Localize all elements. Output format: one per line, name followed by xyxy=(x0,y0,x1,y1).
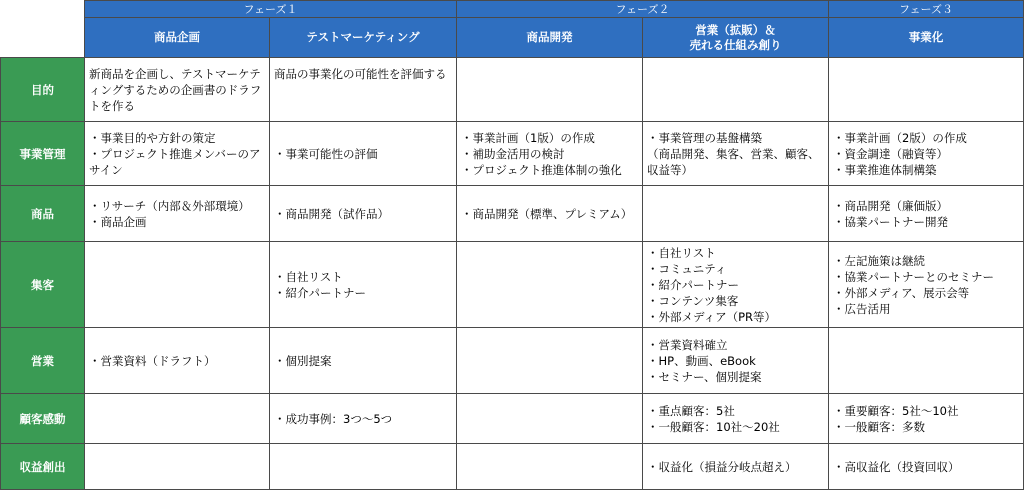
cell-list xyxy=(647,130,824,178)
cell-line: ・一般顧客：10社～20社 xyxy=(647,419,780,434)
cell-line: ・一般顧客：多数 xyxy=(833,419,925,434)
row-header: 営業 xyxy=(0,328,85,394)
table-cell xyxy=(270,242,457,328)
table-cell xyxy=(643,328,829,394)
cell-list xyxy=(89,66,265,114)
row-header: 収益創出 xyxy=(0,444,85,490)
corner-blank xyxy=(0,0,85,58)
cell-line: ・商品開発（試作品） xyxy=(274,206,389,221)
cell-line: ・外部メディア（PR等） xyxy=(647,309,777,324)
cell-line: ・プロジェクト推進メンバーのアサイン xyxy=(89,146,261,177)
cell-list xyxy=(833,403,958,435)
cell-line: ・商品企画 xyxy=(89,214,147,229)
column-header: 事業化 xyxy=(829,18,1024,58)
cell-line: ・紹介パートナー xyxy=(274,285,366,300)
cell-line: ・高収益化（投資回収） xyxy=(833,459,960,474)
cell-line: ・コミュニティ xyxy=(647,261,727,276)
cell-list xyxy=(89,130,265,178)
cell-line: ・協業パートナー開発 xyxy=(833,214,948,229)
cell-line: （商品開発、集客、営業、顧客、収益等） xyxy=(647,146,820,177)
cell-list xyxy=(89,353,216,369)
cell-line: ・協業パートナーとのセミナー xyxy=(833,269,994,284)
cell-line: ・コンテンツ集客 xyxy=(647,293,739,308)
table-cell xyxy=(457,122,643,186)
cell-line: ・HP、動画、eBook xyxy=(647,353,756,368)
cell-line: ・セミナー、個別提案 xyxy=(647,369,762,384)
cell-list xyxy=(833,459,960,475)
cell-line: ・重点顧客：5社 xyxy=(647,403,735,418)
table-cell xyxy=(643,444,829,490)
table-cell xyxy=(643,122,829,186)
table-cell xyxy=(829,394,1024,444)
cell-line: ・リサーチ（内部＆外部環境） xyxy=(89,198,250,213)
column-header: 商品企画 xyxy=(85,18,270,58)
cell-line: ・自社リスト xyxy=(647,245,716,260)
cell-line: ・事業推進体制構築 xyxy=(833,162,937,177)
table-cell xyxy=(457,328,643,394)
cell-list xyxy=(274,269,366,301)
column-header: 商品開発 xyxy=(457,18,643,58)
cell-list xyxy=(274,206,389,222)
cell-list xyxy=(833,253,994,317)
cell-line: ・商品開発（廉価版） xyxy=(833,198,948,213)
cell-line: ・成功事例：3つ～5つ xyxy=(274,411,393,426)
table-cell xyxy=(829,122,1024,186)
cell-line: 新商品を企画し、テストマーケティングするための企画書のドラフトを作る xyxy=(89,67,262,113)
table-cell xyxy=(270,122,457,186)
table-cell xyxy=(85,122,270,186)
cell-line: ・事業計画（1版）の作成 xyxy=(461,130,595,145)
table-cell xyxy=(85,186,270,242)
cell-list xyxy=(274,411,392,427)
table-cell xyxy=(85,444,270,490)
table-cell xyxy=(829,444,1024,490)
table-cell xyxy=(457,58,643,122)
column-header: テストマーケティング xyxy=(270,18,457,58)
row-header: 商品 xyxy=(0,186,85,242)
table-cell xyxy=(85,242,270,328)
cell-line: ・事業管理の基盤構築 xyxy=(647,130,762,145)
cell-line: 商品の事業化の可能性を評価する xyxy=(274,67,447,81)
row-header: 集客 xyxy=(0,242,85,328)
cell-line: ・資金調達（融資等） xyxy=(833,146,948,161)
cell-line: ・個別提案 xyxy=(274,353,332,368)
cell-list xyxy=(647,459,797,475)
table-cell xyxy=(85,328,270,394)
table-cell xyxy=(643,242,829,328)
table-cell xyxy=(643,186,829,242)
cell-line: ・プロジェクト推進体制の強化 xyxy=(461,162,622,177)
cell-line: ・収益化（損益分岐点超え） xyxy=(647,459,797,474)
cell-list xyxy=(647,245,776,325)
cell-list xyxy=(833,130,967,178)
cell-list xyxy=(647,337,762,385)
cell-line: ・広告活用 xyxy=(833,301,891,316)
table-cell xyxy=(829,242,1024,328)
cell-line: ・重要顧客：5社～10社 xyxy=(833,403,959,418)
table-cell xyxy=(270,444,457,490)
cell-line: ・営業資料確立 xyxy=(647,337,728,352)
column-header: 営業（拡販）＆ 売れる仕組み創り xyxy=(643,18,829,58)
table-cell xyxy=(85,58,270,122)
cell-line: ・補助金活用の検討 xyxy=(461,146,565,161)
cell-list xyxy=(89,198,250,230)
phase-header: フェーズ２ xyxy=(457,0,829,18)
row-header: 事業管理 xyxy=(0,122,85,186)
table-cell xyxy=(270,394,457,444)
cell-list xyxy=(833,198,948,230)
table-cell xyxy=(829,186,1024,242)
table-cell xyxy=(457,394,643,444)
row-header: 目的 xyxy=(0,58,85,122)
table-cell xyxy=(829,328,1024,394)
cell-list xyxy=(461,130,622,178)
cell-line: ・事業目的や方針の策定 xyxy=(89,130,216,145)
cell-line: ・営業資料（ドラフト） xyxy=(89,353,216,368)
cell-line: ・事業可能性の評価 xyxy=(274,146,378,161)
phase-header: フェーズ３ xyxy=(829,0,1024,18)
table-cell xyxy=(829,58,1024,122)
phase-header: フェーズ１ xyxy=(85,0,457,18)
table-cell xyxy=(643,394,829,444)
cell-line: ・商品開発（標準、プレミアム） xyxy=(461,206,633,221)
table-cell xyxy=(270,186,457,242)
row-header: 顧客感動 xyxy=(0,394,85,444)
cell-line: ・事業計画（2版）の作成 xyxy=(833,130,967,145)
table-cell xyxy=(457,242,643,328)
cell-line: ・外部メディア、展示会等 xyxy=(833,285,970,300)
cell-list xyxy=(274,146,378,162)
cell-list xyxy=(461,206,632,222)
cell-list xyxy=(647,403,780,435)
table-cell xyxy=(270,328,457,394)
table-cell xyxy=(457,444,643,490)
cell-line: ・左記施策は継続 xyxy=(833,253,925,268)
table-cell xyxy=(85,394,270,444)
table-cell xyxy=(643,58,829,122)
cell-line: ・紹介パートナー xyxy=(647,277,739,292)
table-cell xyxy=(457,186,643,242)
cell-list xyxy=(274,353,332,369)
cell-list xyxy=(274,66,447,82)
table-cell xyxy=(270,58,457,122)
cell-line: ・自社リスト xyxy=(274,269,343,284)
